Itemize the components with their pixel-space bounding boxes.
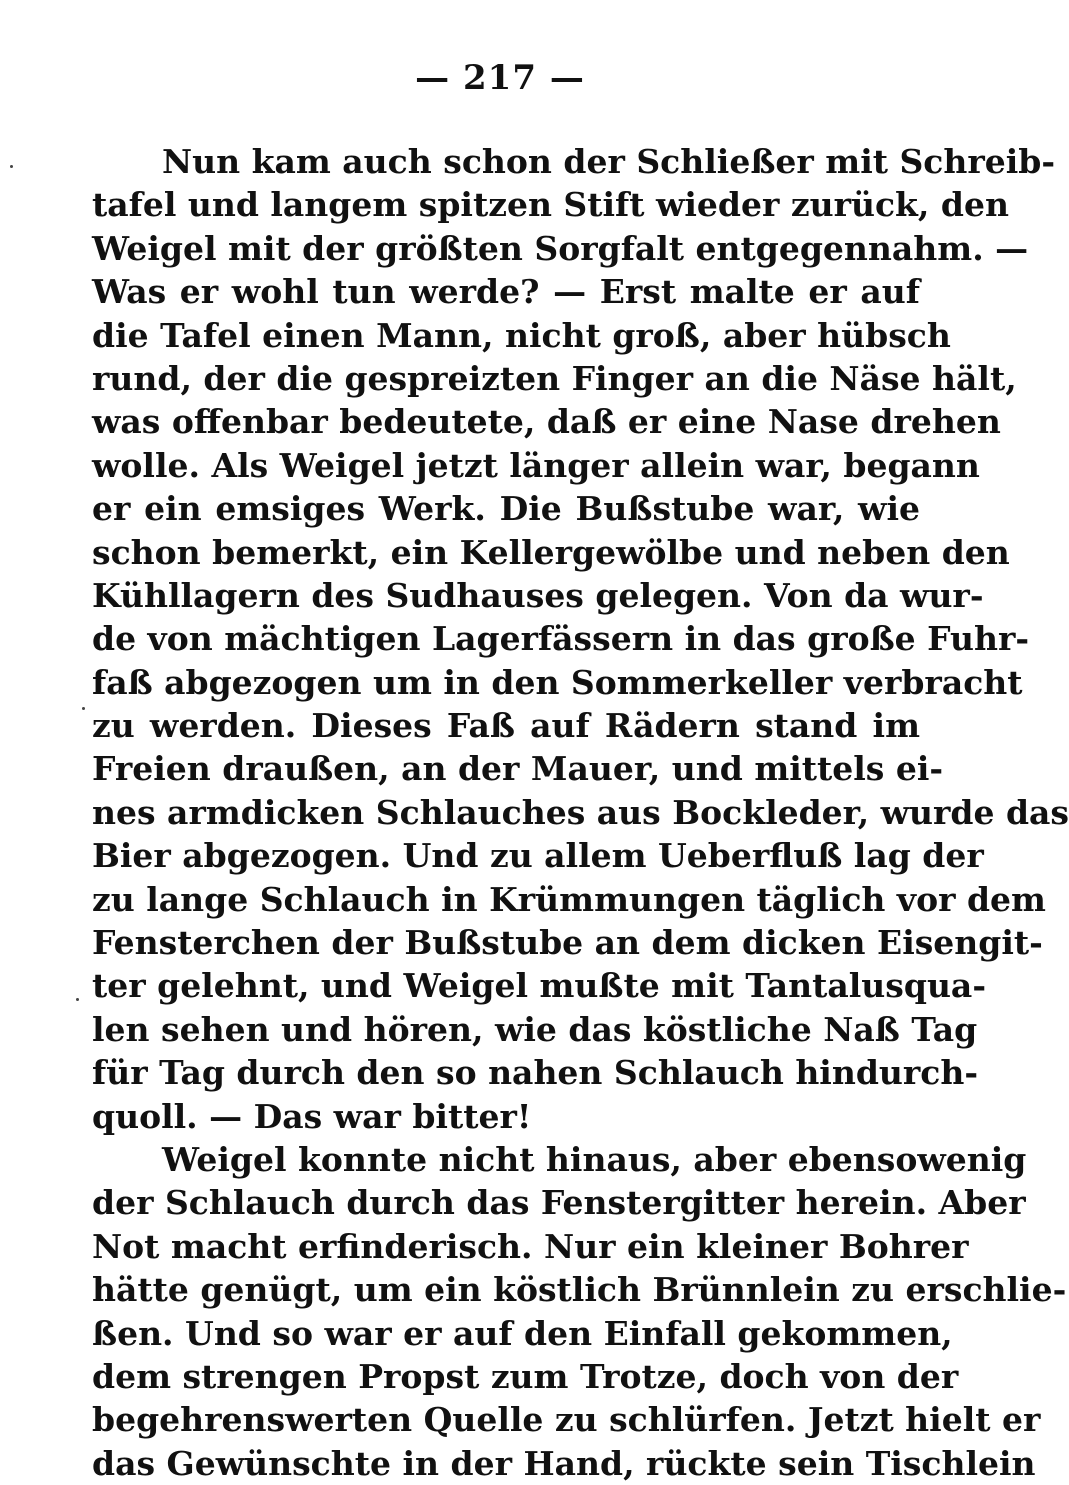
text-line: Was er wohl tun werde? — Erst malte er auf xyxy=(92,272,920,312)
text-line: hätte genügt, um ein köstlich Brünnlein zu erschlie- xyxy=(92,1270,1067,1310)
text-line: das Gewünschte in der Hand, rückte sein Tischlein xyxy=(92,1443,1036,1483)
text-line: für Tag durch den so nahen Schlauch hindurch- xyxy=(92,1053,979,1093)
text-line: Nun kam auch schon der Schließer mit Schreib- xyxy=(162,142,1056,181)
page-number: — 217 — xyxy=(415,58,585,98)
body-text xyxy=(92,140,1069,1485)
text-line: de von mächtigen Lagerfässern in das große Fuhr- xyxy=(92,619,1030,659)
text-line: ßen. Und so war er auf den Einfall gekommen, xyxy=(92,1313,953,1353)
text-line: tafel und langem spitzen Stift wieder zurück, den xyxy=(92,185,1009,225)
text-line: len sehen und hören, wie das köstliche Naß Tag xyxy=(92,1009,978,1049)
text-line: der Schlauch durch das Fenstergitter herein. Aber xyxy=(92,1183,1026,1223)
text-line: begehrenswerten Quelle zu schlürfen. Jetzt hielt er xyxy=(92,1400,1041,1440)
text-line: die Tafel einen Mann, nicht groß, aber hübsch xyxy=(92,315,951,355)
text-line: Kühllagern des Sudhauses gelegen. Von da wur- xyxy=(92,575,984,615)
text-line: zu werden. Dieses Faß auf Rädern stand im xyxy=(92,706,920,746)
text-line: rund, der die gespreizten Finger an die Näse hält, xyxy=(92,358,1017,398)
text-line: Weigel konnte nicht hinaus, aber ebensowenig xyxy=(162,1139,1027,1179)
text-line: Not macht erfinderisch. Nur ein kleiner Bohrer xyxy=(92,1226,969,1266)
text-line: wolle. Als Weigel jetzt länger allein war, begann xyxy=(92,445,980,485)
text-line: dem strengen Propst zum Trotze, doch von der xyxy=(92,1356,959,1396)
text-line: Bier abgezogen. Und zu allem Ueberfluß lag der xyxy=(92,836,984,876)
text-line: zu lange Schlauch in Krümmungen täglich vor dem xyxy=(92,879,1046,919)
text-line: was offenbar bedeutete, daß er eine Nase drehen xyxy=(92,402,1001,442)
scan-speck xyxy=(82,707,85,710)
text-line: Freien draußen, an der Mauer, und mittels ei- xyxy=(92,749,944,789)
text-line: nes armdicken Schlauches aus Bockleder, wurde das xyxy=(92,792,1069,832)
text-line: Weigel mit der größten Sorgfalt entgegennahm. — xyxy=(92,228,1029,268)
text-line: faß abgezogen um in den Sommerkeller verbracht xyxy=(92,662,1023,702)
scan-speck xyxy=(76,998,79,1001)
scan-speck xyxy=(10,165,13,168)
text-line: ter gelehnt, und Weigel mußte mit Tantalusqua- xyxy=(92,966,987,1006)
text-line: quoll. — Das war bitter! xyxy=(92,1096,532,1136)
text-line: Fensterchen der Bußstube an dem dicken Eisengit- xyxy=(92,923,1043,963)
text-line: er ein emsiges Werk. Die Bußstube war, wie xyxy=(92,489,920,529)
text-line: schon bemerkt, ein Kellergewölbe und neben den xyxy=(92,532,1010,572)
